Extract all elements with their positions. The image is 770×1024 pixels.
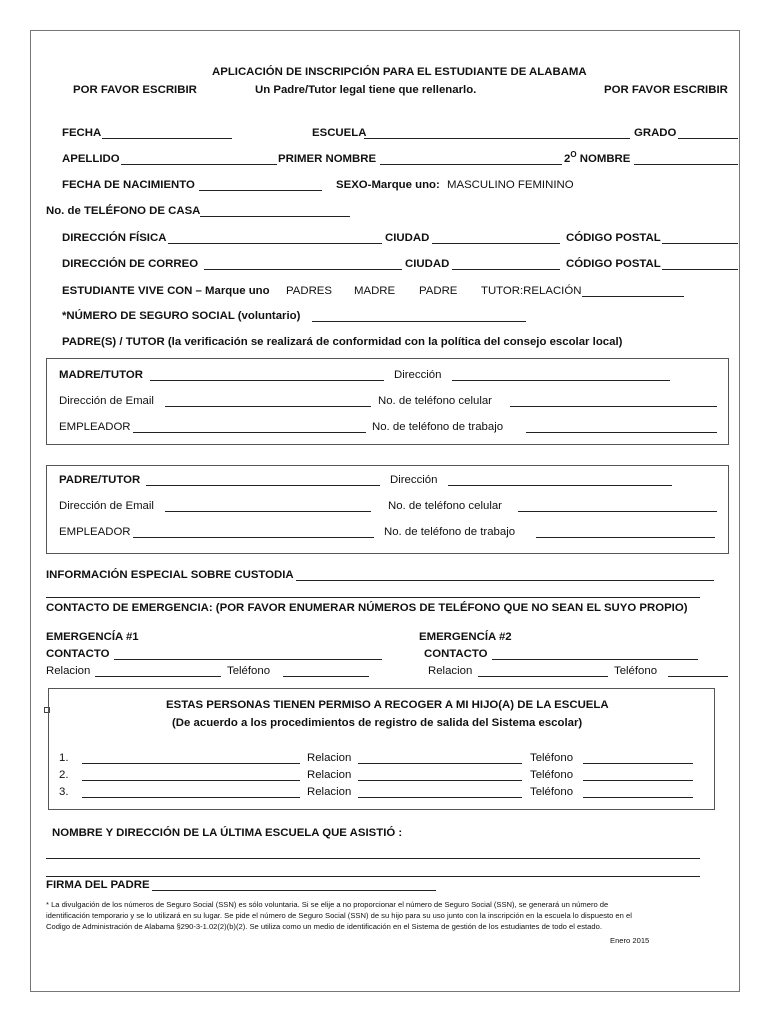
- pickup-title: ESTAS PERSONAS TIENEN PERMISO A RECOGER A MI HIJO(A) DE LA ESCUELA: [166, 699, 609, 711]
- grado-field[interactable]: [678, 138, 738, 139]
- padres-tutor-heading: PADRE(S) / TUTOR (la verificación se realizará de conformidad con la política del consejo escolar local): [62, 336, 623, 348]
- ciudad-field-1[interactable]: [432, 243, 560, 244]
- nacimiento-label: FECHA DE NACIMIENTO: [62, 179, 195, 191]
- pickup-row-2-telefono-field[interactable]: [583, 780, 693, 781]
- padre-celular-label: No. de teléfono celular: [388, 500, 502, 512]
- sexo-options[interactable]: MASCULINO FEMININO: [447, 179, 574, 191]
- nacimiento-field[interactable]: [199, 190, 322, 191]
- custodia-field-line-2[interactable]: [46, 597, 700, 598]
- pickup-row-2-number: 2.: [59, 769, 69, 781]
- contacto-2-label: CONTACTO: [424, 648, 488, 660]
- pickup-row-3-number: 3.: [59, 786, 69, 798]
- pickup-row-3-telefono-label: Teléfono: [530, 786, 574, 798]
- pickup-row-2-telefono-label: Teléfono: [530, 769, 574, 781]
- telefono-2-label: Teléfono: [614, 665, 658, 677]
- fecha-field[interactable]: [102, 138, 232, 139]
- pickup-row-1-telefono-field[interactable]: [583, 763, 693, 764]
- telefono-casa-field[interactable]: [200, 216, 350, 217]
- telefono-1-label: Teléfono: [227, 665, 271, 677]
- padre-empleador-label: EMPLEADOR: [59, 526, 131, 538]
- custodia-field[interactable]: [296, 580, 714, 581]
- direccion-correo-field[interactable]: [204, 269, 402, 270]
- ssn-field[interactable]: [312, 321, 526, 322]
- madre-email-field[interactable]: [165, 406, 371, 407]
- pickup-row-2-name-field[interactable]: [82, 780, 300, 781]
- padre-tutor-label: PADRE/TUTOR: [59, 474, 141, 486]
- custodia-label: INFORMACIÓN ESPECIAL SOBRE CUSTODIA: [46, 569, 294, 581]
- footnote-line-2: identificación temporario y se lo utilizará en su lugar. Se pide el número de Seguro Social (SSN) de su hijo para su uso junto con la inscripción en la escuela lo dispuesto en el: [46, 911, 632, 920]
- relacion-2-field[interactable]: [478, 676, 608, 677]
- padre-empleador-field[interactable]: [133, 537, 374, 538]
- telefono-2-field[interactable]: [668, 676, 728, 677]
- vive-tutor-option[interactable]: TUTOR:RELACIÓN: [481, 285, 582, 297]
- firma-label: FIRMA DEL PADRE: [46, 879, 150, 891]
- ciudad-label-2: CIUDAD: [405, 258, 450, 270]
- direccion-fisica-label: DIRECCIÓN FÍSICA: [62, 232, 167, 244]
- madre-direccion-label: Dirección: [394, 369, 442, 381]
- apellido-label: APELLIDO: [62, 153, 120, 165]
- tutor-relacion-field[interactable]: [582, 296, 684, 297]
- ultima-escuela-label: NOMBRE Y DIRECCIÓN DE LA ÚLTIMA ESCUELA QUE ASISTIÓ :: [52, 827, 403, 839]
- padre-email-label: Dirección de Email: [59, 500, 154, 512]
- telefono-1-field[interactable]: [283, 676, 369, 677]
- pickup-row-3-relacion-field[interactable]: [358, 797, 522, 798]
- pickup-row-3-name-field[interactable]: [82, 797, 300, 798]
- madre-tutor-label: MADRE/TUTOR: [59, 369, 143, 381]
- pickup-row-1-relacion-label: Relacion: [307, 752, 352, 764]
- contacto-1-field[interactable]: [114, 659, 382, 660]
- ultima-escuela-field-line-2[interactable]: [46, 876, 700, 877]
- contacto-2-field[interactable]: [492, 659, 698, 660]
- form-title: APLICACIÓN DE INSCRIPCIÓN PARA EL ESTUDIANTE DE ALABAMA: [212, 66, 587, 78]
- ciudad-label-1: CIUDAD: [385, 232, 430, 244]
- direccion-correo-label: DIRECCIÓN DE CORREO: [62, 258, 199, 270]
- primer-nombre-label: PRIMER NOMBRE: [278, 153, 377, 165]
- contacto-1-label: CONTACTO: [46, 648, 110, 660]
- relacion-1-label: Relacion: [46, 665, 91, 677]
- vive-madre-option[interactable]: MADRE: [354, 285, 396, 297]
- postal-label-2: CÓDIGO POSTAL: [566, 258, 661, 270]
- form-revision-date: Enero 2015: [610, 936, 650, 945]
- vive-padres-option[interactable]: PADRES: [286, 285, 332, 297]
- escuela-label: ESCUELA: [312, 127, 367, 139]
- postal-label-1: CÓDIGO POSTAL: [566, 232, 661, 244]
- pickup-row-3-relacion-label: Relacion: [307, 786, 352, 798]
- pickup-row-2-relacion-field[interactable]: [358, 780, 522, 781]
- emergencia-2-label: EMERGENCÍA #2: [419, 631, 512, 643]
- please-print-left: POR FAVOR ESCRIBIR: [73, 84, 197, 96]
- form-subtitle: Un Padre/Tutor legal tiene que rellenarlo.: [255, 84, 477, 96]
- pickup-row-1-telefono-label: Teléfono: [530, 752, 574, 764]
- vive-padre-option[interactable]: PADRE: [419, 285, 458, 297]
- pickup-row-3-telefono-field[interactable]: [583, 797, 693, 798]
- grado-label: GRADO: [634, 127, 677, 139]
- padre-celular-field[interactable]: [518, 511, 717, 512]
- relacion-1-field[interactable]: [95, 676, 221, 677]
- emergencia-heading: CONTACTO DE EMERGENCIA: (POR FAVOR ENUMERAR NÚMEROS DE TELÉFONO QUE NO SEAN EL SUYO PROPIO): [46, 602, 688, 614]
- primer-nombre-field[interactable]: [380, 164, 562, 165]
- pickup-row-2-relacion-label: Relacion: [307, 769, 352, 781]
- padre-trabajo-label: No. de teléfono de trabajo: [384, 526, 516, 538]
- ultima-escuela-field-line-1[interactable]: [46, 858, 700, 859]
- segundo-nombre-field[interactable]: [634, 164, 738, 165]
- apellido-field[interactable]: [121, 164, 277, 165]
- padre-direccion-label: Dirección: [390, 474, 438, 486]
- telefono-casa-label: No. de TELÉFONO DE CASA: [46, 205, 201, 217]
- postal-field-2[interactable]: [662, 269, 738, 270]
- pickup-subtitle: (De acuerdo a los procedimientos de registro de salida del Sistema escolar): [172, 717, 583, 729]
- firma-field[interactable]: [152, 890, 436, 891]
- escuela-field[interactable]: [364, 138, 630, 139]
- madre-celular-label: No. de teléfono celular: [378, 395, 492, 407]
- fecha-label: FECHA: [62, 127, 102, 139]
- please-print-right: POR FAVOR ESCRIBIR: [604, 84, 728, 96]
- postal-field-1[interactable]: [662, 243, 738, 244]
- sexo-label: SEXO-Marque uno:: [336, 179, 440, 191]
- footnote-line-3: Codigo de Administración de Alabama §290-3-1.02(2)(b)(2). Se utiliza como un medio de identificación en el Sistema de gestión de los estudiantes de todo el estado.: [46, 922, 602, 931]
- madre-email-label: Dirección de Email: [59, 395, 154, 407]
- vive-con-label: ESTUDIANTE VIVE CON – Marque uno: [62, 285, 270, 297]
- madre-tutor-field[interactable]: [150, 380, 384, 381]
- padre-direccion-field[interactable]: [448, 485, 672, 486]
- madre-trabajo-field[interactable]: [526, 432, 717, 433]
- pickup-row-1-name-field[interactable]: [82, 763, 300, 764]
- padre-trabajo-field[interactable]: [536, 537, 715, 538]
- segundo-nombre-label: $2^O$ NOMBRE: [564, 150, 631, 165]
- madre-trabajo-label: No. de teléfono de trabajo: [372, 421, 504, 433]
- emergencia-1-label: EMERGENCÍA #1: [46, 631, 139, 643]
- pickup-row-1-number: 1.: [59, 752, 69, 764]
- madre-empleador-field[interactable]: [133, 432, 366, 433]
- ciudad-field-2[interactable]: [452, 269, 560, 270]
- padre-email-field[interactable]: [165, 511, 371, 512]
- pickup-row-1-relacion-field[interactable]: [358, 763, 522, 764]
- footnote-line-1: * La divulgación de los números de Seguro Social (SSN) es sólo voluntaria. Si se elije a no proporcionar el número de Seguro Social (SSN), se generará un número de: [46, 900, 609, 909]
- padre-tutor-field[interactable]: [146, 485, 380, 486]
- relacion-2-label: Relacion: [428, 665, 473, 677]
- madre-celular-field[interactable]: [510, 406, 717, 407]
- madre-empleador-label: EMPLEADOR: [59, 421, 131, 433]
- ssn-label: *NÚMERO DE SEGURO SOCIAL (voluntario): [62, 310, 301, 322]
- madre-direccion-field[interactable]: [452, 380, 670, 381]
- direccion-fisica-field[interactable]: [168, 243, 382, 244]
